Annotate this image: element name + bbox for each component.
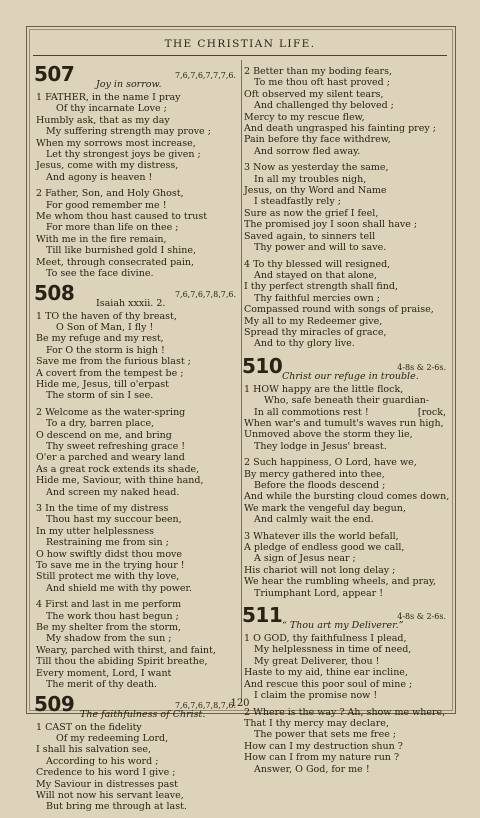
verse-line: Let thy strongest joys be given ;: [46, 149, 201, 161]
hymn-meter: 4-8s & 2-6s.: [397, 362, 446, 372]
verse-line: Pain before thy face withdrew,: [244, 134, 391, 146]
verse-line: How can I my destruction shun ?: [244, 740, 403, 752]
verse-line: Unmoved above the storm they lie,: [244, 429, 413, 441]
verse-line: To me thou oft hast proved ;: [254, 77, 390, 89]
verse-line: 2 Welcome as the water-spring: [36, 406, 186, 418]
verse-line: Haste to my aid, thine ear incline,: [244, 667, 408, 679]
verse-line: Mercy to my rescue flew,: [244, 111, 365, 123]
verse-line: To see the face divine.: [46, 268, 154, 280]
verse-line: 3 In the time of my distress: [36, 503, 169, 514]
verse-line: Meet, through consecrated pain,: [36, 256, 195, 268]
verse-line: In all my troubles nigh,: [254, 173, 367, 185]
verse-line: Answer, O God, for me !: [254, 763, 370, 775]
verse-line: 1 HOW happy are the little flock,: [244, 383, 404, 395]
verse-2: [244, 707, 446, 775]
verse-1: [36, 92, 236, 183]
verse-line: The work thou hast begun ;: [46, 610, 179, 622]
verse-line: 4 To thy blessed will resigned,: [244, 258, 391, 270]
verse-line: 4 First and last in me perform: [36, 599, 182, 611]
hymn-heading: [242, 603, 446, 633]
verse-line: O Son of Man, I fly !: [56, 321, 154, 333]
hymn-507-continued: [244, 66, 446, 350]
hymn-507: [34, 62, 236, 280]
hymn-meter: 4-8s & 2-6s.: [397, 612, 446, 622]
verse-line: And agony is heaven !: [46, 171, 153, 183]
verse-line: 1 CAST on the fidelity: [36, 721, 142, 733]
hymn-511: [242, 603, 446, 775]
verse-line: As a great rock extends its shade,: [36, 463, 200, 475]
verse-line: When my sorrows most increase,: [36, 137, 196, 149]
verse-line: For more than life on thee ;: [46, 222, 179, 234]
header-rule: [33, 55, 447, 56]
verse-line: That I thy mercy may declare,: [244, 717, 389, 729]
verse-line: Thy sweet refreshing grace !: [46, 440, 186, 452]
verse-line: Thou hast my succour been,: [46, 514, 182, 526]
verse-2: [36, 188, 236, 279]
verse-line: Hide me, Saviour, with thine hand,: [36, 475, 204, 487]
verse-line: 3 Now as yesterday the same,: [244, 162, 389, 174]
verse-line: Compassed round with songs of praise,: [244, 304, 434, 316]
verse-line: Who, safe beneath their guardian-: [264, 395, 430, 407]
hymn-heading: [34, 280, 236, 311]
hymn-number: 507: [34, 62, 75, 86]
hymn-number: 508: [34, 280, 75, 305]
hymn-number: 509: [34, 691, 75, 716]
verse-line: And while the bursting cloud comes down,: [244, 491, 450, 503]
verse-line: O'er a parched and weary land: [36, 452, 185, 464]
verse-line: Thy faithful mercies own ;: [254, 292, 380, 304]
verse-line: O descend on me, and bring: [36, 429, 172, 441]
hymn-meter: 7,6,7,6,7,7,7,6.: [174, 71, 236, 80]
verse-2: [36, 407, 236, 498]
verse-line: I steadfastly rely ;: [254, 196, 341, 208]
hymn-509: [34, 691, 236, 813]
verse-line: Hide me, Jesus, till o'erpast: [36, 378, 169, 390]
verse-line: Be my shelter from the storm,: [36, 622, 182, 634]
verse-line: Sure as now the grief I feel,: [244, 207, 379, 219]
page-number: 120: [230, 698, 250, 709]
verse-line: 1 TO the haven of thy breast,: [36, 310, 177, 322]
verse-line: Jesus, come with my distress,: [36, 160, 179, 172]
verse-line-text: In all commotions rest !: [254, 406, 369, 418]
verse-line: Spread thy miracles of grace,: [244, 326, 387, 338]
verse-line: Be my refuge and my rest,: [36, 333, 164, 345]
verse-line: Humbly ask, that as my day: [36, 114, 170, 126]
verse-line: The promised joy I soon shall have ;: [244, 219, 418, 231]
verse-line: Will not now his servant leave,: [36, 789, 184, 801]
verse-line: A sign of Jesus near ;: [254, 553, 356, 565]
verse-line: We mark the vengeful day begun,: [244, 502, 406, 514]
hymn-title: The faithfulness of Christ.: [80, 708, 206, 720]
hymn-heading: [34, 62, 236, 92]
verse-line: Me whom thou hast caused to trust: [36, 211, 208, 223]
verse-line: Till like burnished gold I shine,: [46, 245, 197, 257]
verse-line: Of my redeeming Lord,: [56, 732, 169, 744]
verse-line: They lodge in Jesus' breast.: [254, 440, 387, 452]
verse-line: And death ungrasped his fainting prey ;: [244, 123, 436, 135]
verse-line: My great Deliverer, thou !: [254, 655, 380, 667]
verse-4: [244, 162, 446, 253]
verse-1: [244, 384, 446, 452]
verse-line: The storm of sin I see.: [46, 390, 154, 402]
hymn-510: [242, 353, 450, 599]
verse-line: 1 O GOD, thy faithfulness I plead,: [244, 633, 407, 645]
verse-line: 2 Where is the way ? Ah, show me where,: [244, 706, 446, 718]
verse-line: When war's and tumult's waves run high,: [244, 417, 444, 429]
running-title: THE CHRISTIAN LIFE.: [164, 38, 316, 50]
verse-line: Before the floods descend ;: [254, 480, 386, 491]
verse-line: O how swiftly didst thou move: [36, 548, 183, 560]
verse-line: And calmly wait the end.: [254, 514, 374, 526]
verse-1: [36, 311, 236, 402]
verse-line: My helplessness in time of need,: [254, 644, 412, 656]
verse-line: And stayed on that alone,: [254, 269, 378, 281]
verse-line: How can I from my nature run ?: [244, 752, 400, 764]
verse-line: His chariot will not long delay ;: [244, 564, 396, 576]
hymn-title: “ Thou art my Deliverer.”: [282, 620, 404, 632]
verse-3: [36, 503, 236, 594]
hymn-title: Joy in sorrow.: [96, 79, 162, 90]
verse-line: With me in the fire remain,: [36, 233, 167, 245]
verse-line: And challenged thy beloved ;: [254, 100, 394, 112]
verse-line: By mercy gathered into thee,: [244, 468, 385, 480]
verse-line: We hear the rumbling wheels, and pray,: [244, 576, 436, 588]
verse-line: Weary, parched with thirst, and faint,: [36, 644, 216, 656]
verse-line: Of thy incarnate Love ;: [56, 103, 167, 115]
verse-line: Saved again, to sinners tell: [244, 230, 376, 242]
hymn-heading: [242, 353, 446, 384]
verse-line: To save me in the trying hour !: [36, 560, 185, 572]
verse-line: Credence to his word I give ;: [36, 767, 176, 779]
verse-line: To a dry, barren place,: [46, 418, 155, 430]
hymn-meter: 7,6,7,6,7,8,7,6.: [174, 289, 236, 299]
verse-line: And screen my naked head.: [46, 486, 180, 498]
verse-line: According to his word ;: [46, 755, 159, 767]
right-column: [242, 66, 450, 780]
verse-line: The merit of thy death.: [46, 679, 158, 691]
verse-line: In my utter helplessness: [36, 525, 154, 537]
verse-line: Save me from the furious blast ;: [36, 356, 191, 368]
verse-line: My shadow from the sun ;: [46, 633, 172, 645]
verse-line: My suffering strength may prove ;: [46, 126, 211, 138]
verse-line: [244, 407, 446, 418]
verse-line: The power that sets me free ;: [254, 729, 397, 741]
hymn-number: 510: [242, 353, 283, 378]
verse-line: My all to my Redeemer give,: [244, 315, 383, 327]
verse-4: [36, 599, 236, 690]
verse-line: 3 Whatever ills the world befall,: [244, 530, 399, 542]
verse-line: Every moment, Lord, I want: [36, 667, 172, 679]
verse-5: [244, 259, 446, 350]
hymn-508: [34, 280, 236, 691]
verse-line: For O the storm is high !: [46, 344, 165, 356]
verse-line: I claim the promise now !: [254, 690, 378, 702]
verse-line: Still protect me with thy love,: [36, 571, 180, 583]
verse-line: A covert from the tempest be ;: [36, 367, 184, 379]
verse-line: 2 Such happiness, O Lord, have we,: [244, 457, 417, 469]
verse-line: Thy power and will to save.: [254, 242, 387, 254]
verse-line: 2 Better than my boding fears,: [244, 66, 392, 77]
runover-bracket: [rock,: [417, 406, 446, 418]
verse-2: [244, 457, 450, 526]
verse-line: But bring me through at last.: [46, 801, 187, 813]
verse-3: [244, 66, 446, 157]
verse-line: My Saviour in distresses past: [36, 778, 178, 790]
verse-line: A pledge of endless good we call,: [244, 542, 405, 554]
verse-line: Restraining me from sin ;: [46, 537, 169, 549]
verse-3: [244, 531, 446, 599]
hymn-number: 511: [242, 603, 283, 628]
verse-line: I shall his salvation see,: [36, 744, 152, 756]
hymn-title: Christ our refuge in trouble.: [282, 370, 419, 382]
verse-line: And sorrow fled away.: [254, 145, 361, 157]
verse-line: 2 Father, Son, and Holy Ghost,: [36, 188, 184, 200]
verse-1: [36, 722, 236, 813]
verse-line: I thy perfect strength shall find,: [244, 281, 398, 293]
verse-line: And rescue this poor soul of mine ;: [244, 678, 413, 690]
hymn-title: Isaiah xxxii. 2.: [96, 297, 166, 309]
hymn-meter: 7,6,7,6,7,8,7,6.: [174, 700, 236, 710]
verse-line: Triumphant Lord, appear !: [254, 587, 384, 599]
verse-1: [244, 633, 446, 701]
verse-line: And to thy glory live.: [254, 338, 355, 350]
verse-line: 1 FATHER, in the name I pray: [36, 92, 181, 103]
verse-line: Till thou the abiding Spirit breathe,: [36, 656, 208, 668]
verse-line: Jesus, on thy Word and Name: [244, 185, 387, 197]
verse-line: And shield me with thy power.: [46, 582, 193, 594]
verse-line: Oft observed my silent tears,: [244, 88, 384, 100]
verse-line: For good remember me !: [46, 199, 167, 211]
